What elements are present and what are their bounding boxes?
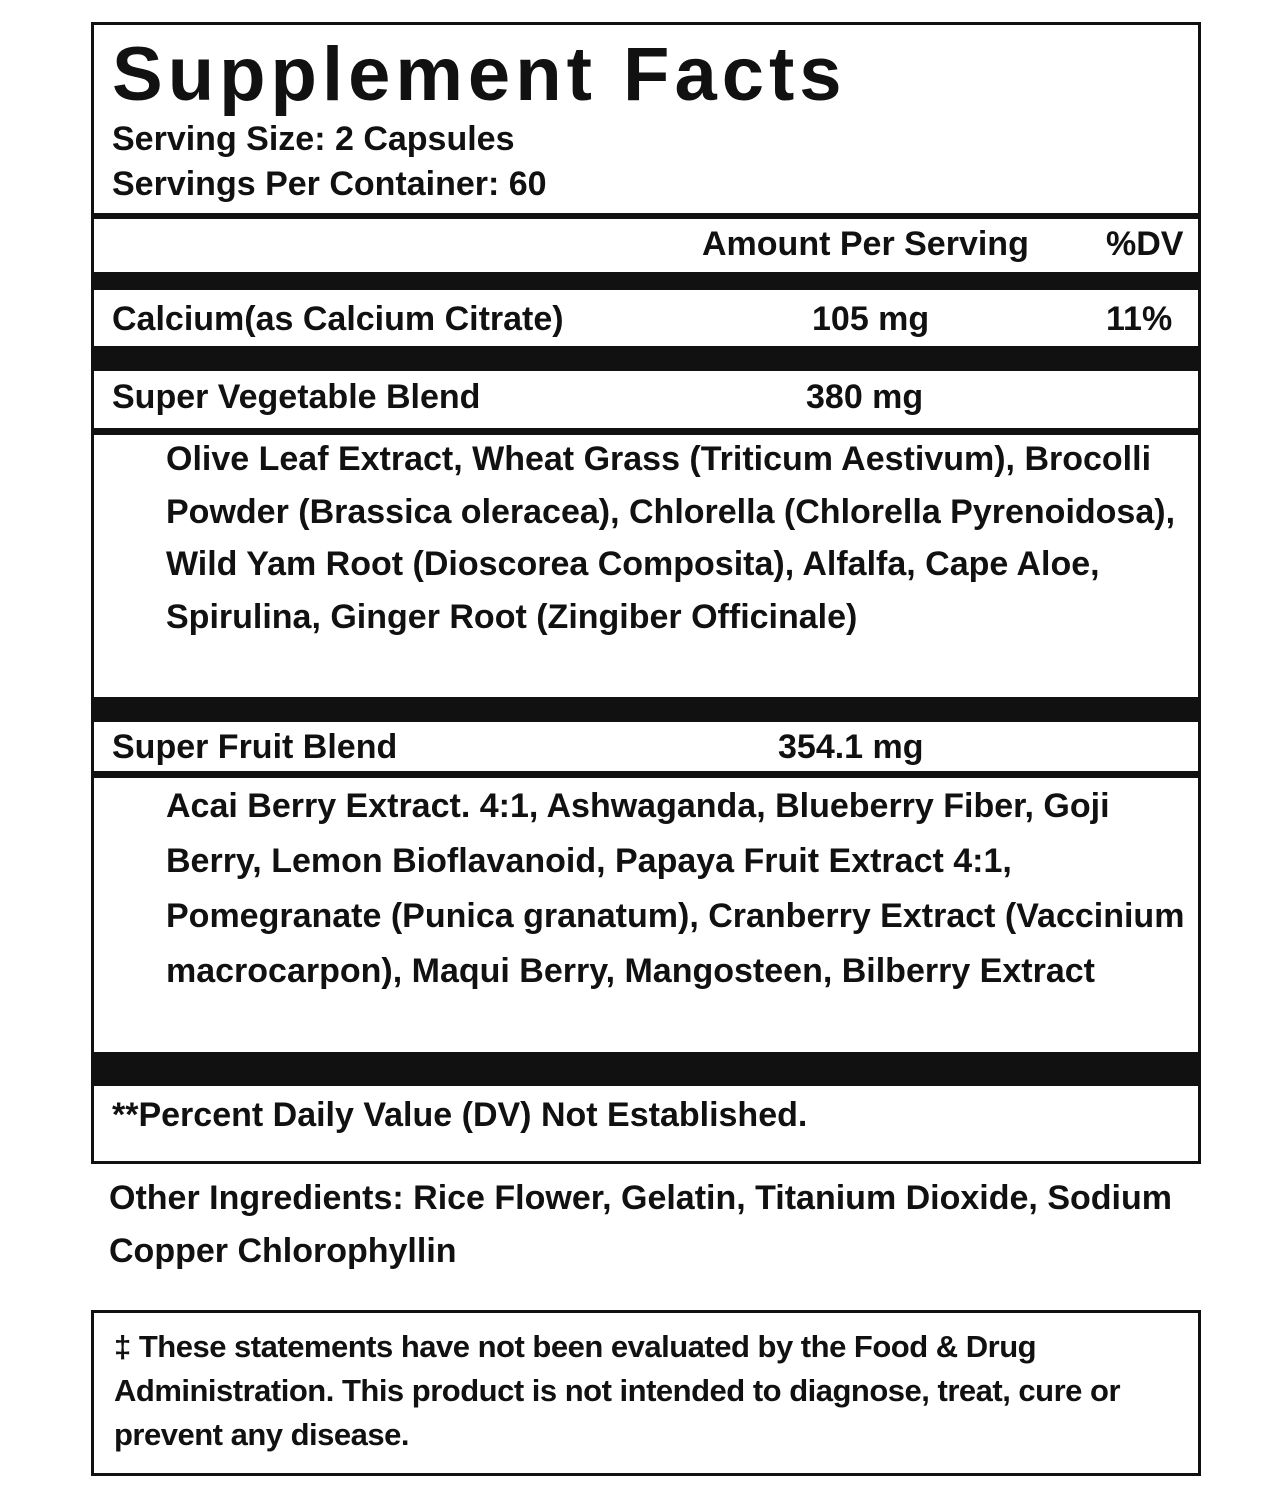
nutrient-amount: 105 mg <box>812 300 930 338</box>
blend-name-fruit: Super Fruit Blend <box>112 728 398 766</box>
amount-column-header: Amount Per Serving <box>702 225 1029 263</box>
nutrient-name: Calcium(as Calcium Citrate) <box>112 300 564 338</box>
blend-amount-vegetable: 380 mg <box>806 378 924 416</box>
servings-per-container: Servings Per Container: 60 <box>112 165 547 203</box>
blend-ingredients-fruit: Acai Berry Extract. 4:1, Ashwaganda, Blueberry Fiber, Goji Berry, Lemon Bioflavanoid, Papaya Fruit Extract 4:1, Pomegranate (Punica granatum), Cranberry Extract (Vaccinium macrocarpon), Maqui Berry, Mangosteen, Bilberry Extract <box>166 787 1185 990</box>
header-divider <box>94 213 1198 219</box>
dv-footnote: **Percent Daily Value (DV) Not Established. <box>112 1096 808 1134</box>
blend-amount-fruit: 354.1 mg <box>778 728 924 766</box>
fda-disclaimer-box <box>91 1310 1201 1476</box>
nutrient-bar <box>94 346 1198 371</box>
fruit-blend-bar <box>94 1052 1198 1086</box>
supplement-facts-panel <box>91 22 1201 1164</box>
panel-title: Supplement Facts <box>112 32 847 117</box>
vegetable-blend-bar <box>94 697 1198 722</box>
fda-disclaimer-text: ‡ These statements have not been evaluated by the Food & Drug Administration. This product is not intended to diagnose, treat, cure or prevent any disease. <box>114 1329 1121 1452</box>
blend-ingredients-vegetable: Olive Leaf Extract, Wheat Grass (Triticum Aestivum), Brocolli Powder (Brassica oleracea), Chlorella (Chlorella Pyrenoidosa), Wild Yam Root (Dioscorea Composita), Alfalfa, Cape Aloe, Spirulina, Ginger Root (Zingiber Officinale) <box>166 440 1176 636</box>
blend-name-vegetable: Super Vegetable Blend <box>112 378 481 416</box>
dv-column-header: %DV <box>1106 225 1184 263</box>
other-ingredients: Other Ingredients: Rice Flower, Gelatin, Titanium Dioxide, Sodium Copper Chlorophyllin <box>109 1179 1172 1270</box>
serving-size: Serving Size: 2 Capsules <box>112 120 515 158</box>
column-header-bar <box>94 272 1198 290</box>
blend-divider-fruit <box>94 771 1198 778</box>
nutrient-dv: 11% <box>1106 300 1173 338</box>
